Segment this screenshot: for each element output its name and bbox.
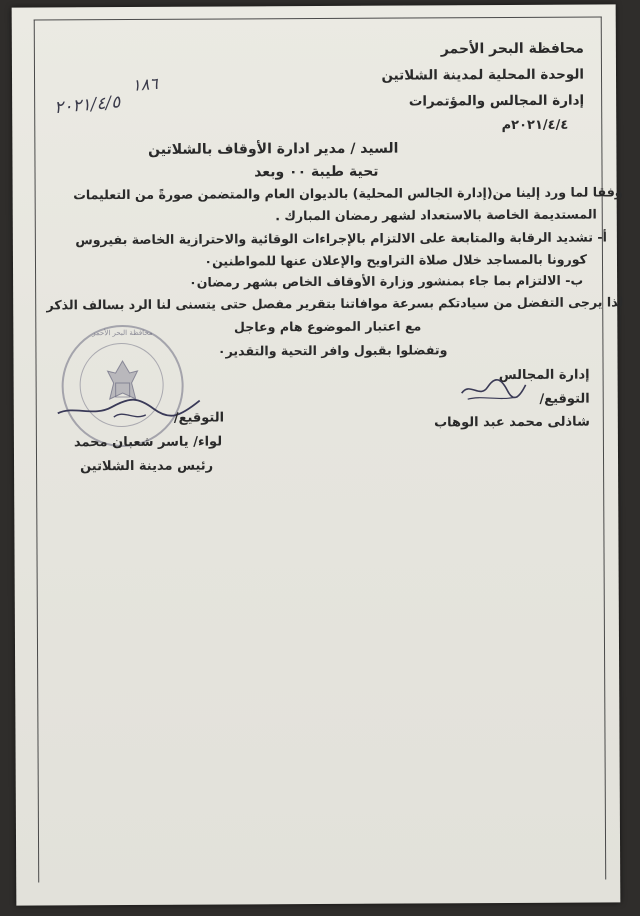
stamp-text: محافظة البحر الأحمر: [92, 328, 153, 338]
signature-right-scribble: [458, 375, 528, 405]
handwritten-ref-date: ٢٠٢١/٤/٥: [53, 92, 122, 119]
body-line-2: المستديمة الخاصة بالاستعداد لشهر رمضان المبارك .: [275, 206, 597, 224]
department-heading: إدارة المجالس والمؤتمرات: [408, 92, 585, 110]
request-line-2: مع اعتبار الموضوع هام وعاجل: [233, 318, 422, 335]
handwritten-ref-number: ١٨٦: [131, 73, 159, 95]
item-b-line: ب- الالتزام بما جاء بمنشور وزارة الأوقاف الخاص بشهر رمضان٠: [189, 272, 584, 290]
signature-right-label: التوقيع/: [539, 391, 590, 407]
signature-left-name: لواء/ ياسر شعبان محمد: [73, 434, 223, 451]
local-unit-heading: الوحدة المحلية لمدينة الشلاتين: [381, 66, 585, 84]
document-page: [12, 4, 624, 905]
greeting-line: تحية طيبة ٠٠ وبعد: [254, 163, 379, 181]
item-a-line-2: كورونا بالمساجد خلال صلاة التراويح والإعلان عنها للمواطنين٠: [204, 251, 588, 269]
signature-left-title: رئيس مدينة الشلاتين: [80, 458, 214, 475]
closing-line: وتفضلوا بقبول وافر التحية والتقدير٠: [217, 342, 448, 359]
request-line-1: لذا يرجى التفضل من سيادتكم بسرعة موافاتنا بتقرير مفصل حتى يتسنى لنا الرد بسالف الذكر: [46, 294, 624, 313]
signature-right-name: شاذلى محمد عبد الوهاب: [434, 414, 590, 431]
recipient-line: السيد / مدير ادارة الأوقاف بالشلاتين: [148, 140, 399, 158]
letter-date: ٢٠٢١/٤/٤م: [501, 117, 569, 134]
governorate-heading: محافظة البحر الأحمر: [440, 40, 584, 58]
body-line-1: وفقا لما ورد إلينا من(إدارة الجالس المحلية) بالديوان العام والمتضمن صورةً من التعليمات: [73, 184, 623, 203]
signature-right-dept: إدارة المجالس: [498, 367, 590, 384]
item-a-line-1: أ- تشديد الرقابة والمتابعة على الالتزام بالإجراءات الوقائية والاحترازية الخاصة بفيروس: [75, 229, 607, 248]
signature-left-label: التوقيع/: [173, 410, 225, 426]
